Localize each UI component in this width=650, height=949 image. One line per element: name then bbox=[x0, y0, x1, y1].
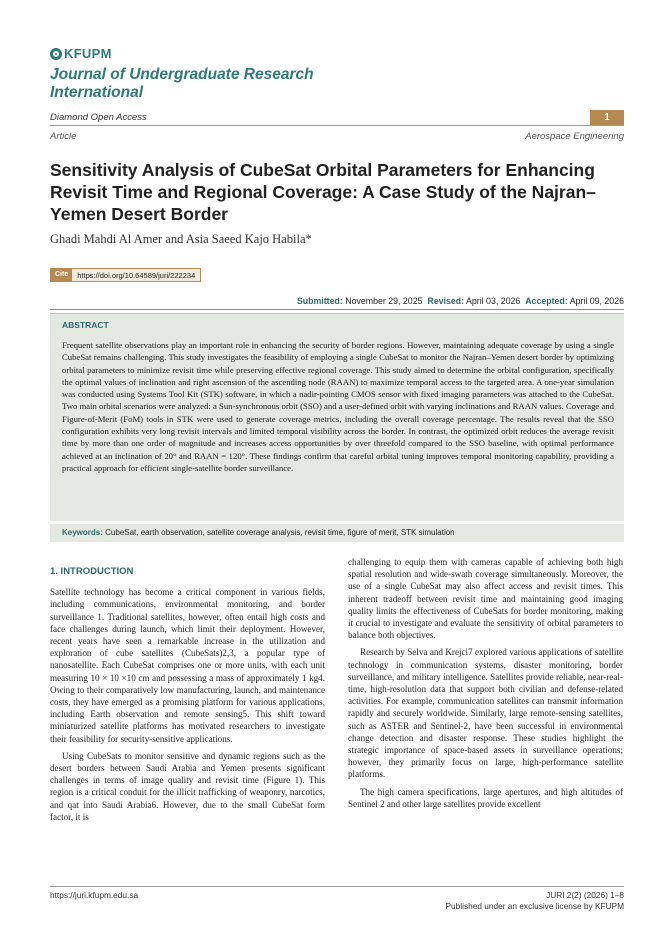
body-paragraph: Research by Selva and Krejci7 explored various applications of satellite technology in communication systems, disaster monitoring, border surveillance, and military intelligence. Satellites provide reliable, near-real-time, high-resolution data that support both civilian and defense-related activities. For example, communication satellites can transmit information rapidly and securely worldwide. Similarly, large remote-sensing satellites, such as ASTER and Sentinel-2, have been successful in environmental change detection and disaster response. These studies highlight the strategic importance of space-based assets in surveillance operations; however, they primarily focus on large, high-performance satellite platforms. bbox=[348, 647, 623, 780]
revised-date: April 03, 2026 bbox=[466, 296, 521, 306]
footer-citation bbox=[446, 890, 624, 912]
abstract-heading: ABSTRACT bbox=[62, 320, 109, 330]
cite-badge: Cite bbox=[51, 268, 72, 282]
accepted-date: April 09, 2026 bbox=[569, 296, 624, 306]
keywords-box bbox=[50, 524, 624, 542]
author-list: Ghadi Mahdi Al Amer and Asia Saeed Kajo Habila* bbox=[50, 232, 312, 246]
body-paragraph: challenging to equip them with cameras capable of achieving both high spatial resolution and wide-swath coverage simultaneously. Moreover, the use of a single CubeSat may also affect access and revisit times. This inherent tradeoff between revisit time and maintaining good imaging quality limits the effectiveness of CubeSats for border monitoring, making it crucial to investigate and evaluate the sensitivity of orbital parameters to balance both objectives. bbox=[348, 557, 623, 641]
kfupm-logo bbox=[50, 46, 112, 61]
submitted-label: Submitted: bbox=[296, 296, 343, 306]
abstract-text: Frequent satellite observations play an important role in enhancing the security of border regions. However, maintaining adequate coverage by using a single CubeSat remains challenging. This study investigates the feasibility of employing a single CubeSat to monitor the Najran–Yemen desert border by optimizing orbital parameters to minimize revisit time while preserving effective regional coverage. This study aimed to determine the orbital configuration, specifically the optimal values of inclination and right ascension of the ascending node (RAAN) to maximize temporal access to the targeted area. A one-year simulation was conducted using Systems Tool Kit (STK) software, in which a nadir-pointing CMOS sensor with fixed imaging parameters was attached to the CubeSat. Two main orbital scenarios were analyzed: a Sun-synchronous orbit (SSO) and a user-defined orbit with varying inclinations and RAAN values. Coverage and Figure-of-Merit (FoM) tools in STK were used to generate coverage metrics, including the overall coverage percentage. The results reveal that the SSO configuration exhibits very long revisit intervals and limited temporal visibility across the border. In contrast, the optimized orbit reduces the average revisit time by more than one order of magnitude and increases access opportunities by over threefold compared to the SSO baseline, with optimal performance achieved at an inclination of 20° and RAAN = 120°. These findings confirm that careful orbital tuning improves temporal monitoring capability, providing a practical approach for efficient single-satellite border surveillance. bbox=[62, 340, 614, 473]
body-paragraph: The high camera specifications, large apertures, and high altitudes of Sentinel 2 and other large satellites provide excellent bbox=[348, 786, 623, 809]
keywords-text: CubeSat, earth observation, satellite coverage analysis, revisit time, figure of merit, STK simulation bbox=[105, 528, 455, 537]
body-paragraph: Satellite technology has become a critical component in various fields, including communications, environmental monitoring, and border surveillance 1. Traditional satellites, however, often entail high costs and face challenges during launch, which limit their deployment. However, recent years have seen a remarkable increase in the utilization and exploration of cube satellites (CubeSats)2,3, a popular type of nanosatellite. Each CubeSat comprises one or more units, with each unit measuring 10 × 10 ×10 cm and possessing a mass of approximately 1 kg4. Owing to their comparatively low manufacturing, launch, and maintenance costs, they have emerged as a promising platform for various applications, including Earth observation and remote sensing5. This shift toward miniaturized satellite platforms has motivated researchers to investigate their feasibility for security-sensitive applications. bbox=[50, 587, 325, 744]
journal-name: Journal of Undergraduate Research International bbox=[50, 66, 314, 101]
body-paragraph: Using CubeSats to monitor sensitive and dynamic regions such as the desert borders between Saudi Arabia and Yemen presents significant challenges in terms of image quality and revisit time (Figure 1). This region is a critical conduit for the illicit trafficking of weaponry, narcotics, and qat into Saudi Arabia6. However, due to the small CubeSat form factor, it is bbox=[50, 750, 325, 822]
cite-doi-box[interactable] bbox=[50, 268, 201, 282]
publication-dates bbox=[297, 296, 624, 306]
dates-divider bbox=[50, 309, 624, 310]
kfupm-logo-icon bbox=[50, 48, 62, 60]
body-column-left bbox=[50, 566, 325, 828]
accepted-label: Accepted: bbox=[525, 296, 568, 306]
header-bar bbox=[50, 112, 624, 126]
doi-link[interactable]: https://doi.org/10.64589/juri/222234 bbox=[77, 270, 196, 280]
footer-divider bbox=[50, 886, 624, 887]
abstract-box bbox=[50, 313, 624, 521]
paper-title: Sensitivity Analysis of CubeSat Orbital Parameters for Enhancing Revisit Time and Regional Coverage: A Case Study of the Najran–Yemen Desert Border bbox=[50, 160, 596, 224]
volume-citation: JURI 2(2) (2026) 1–8 bbox=[546, 890, 624, 900]
revised-label: Revised: bbox=[427, 296, 465, 306]
submitted-date: November 29, 2025 bbox=[345, 296, 423, 306]
article-type: Article bbox=[50, 131, 77, 142]
journal-url-link[interactable]: https://juri.kfupm.edu.sa bbox=[50, 890, 139, 900]
logo-text: KFUPM bbox=[64, 46, 112, 61]
license-notice: Published under an exclusive license by KFUPM bbox=[445, 901, 624, 911]
page-number-badge: 1 bbox=[590, 110, 624, 125]
open-access-label: Diamond Open Access bbox=[50, 112, 147, 123]
body-column-right bbox=[348, 556, 623, 815]
section-heading-introduction: 1. INTRODUCTION bbox=[50, 566, 134, 577]
keywords-label: Keywords: bbox=[62, 528, 103, 537]
subject-area: Aerospace Engineering bbox=[525, 131, 624, 142]
